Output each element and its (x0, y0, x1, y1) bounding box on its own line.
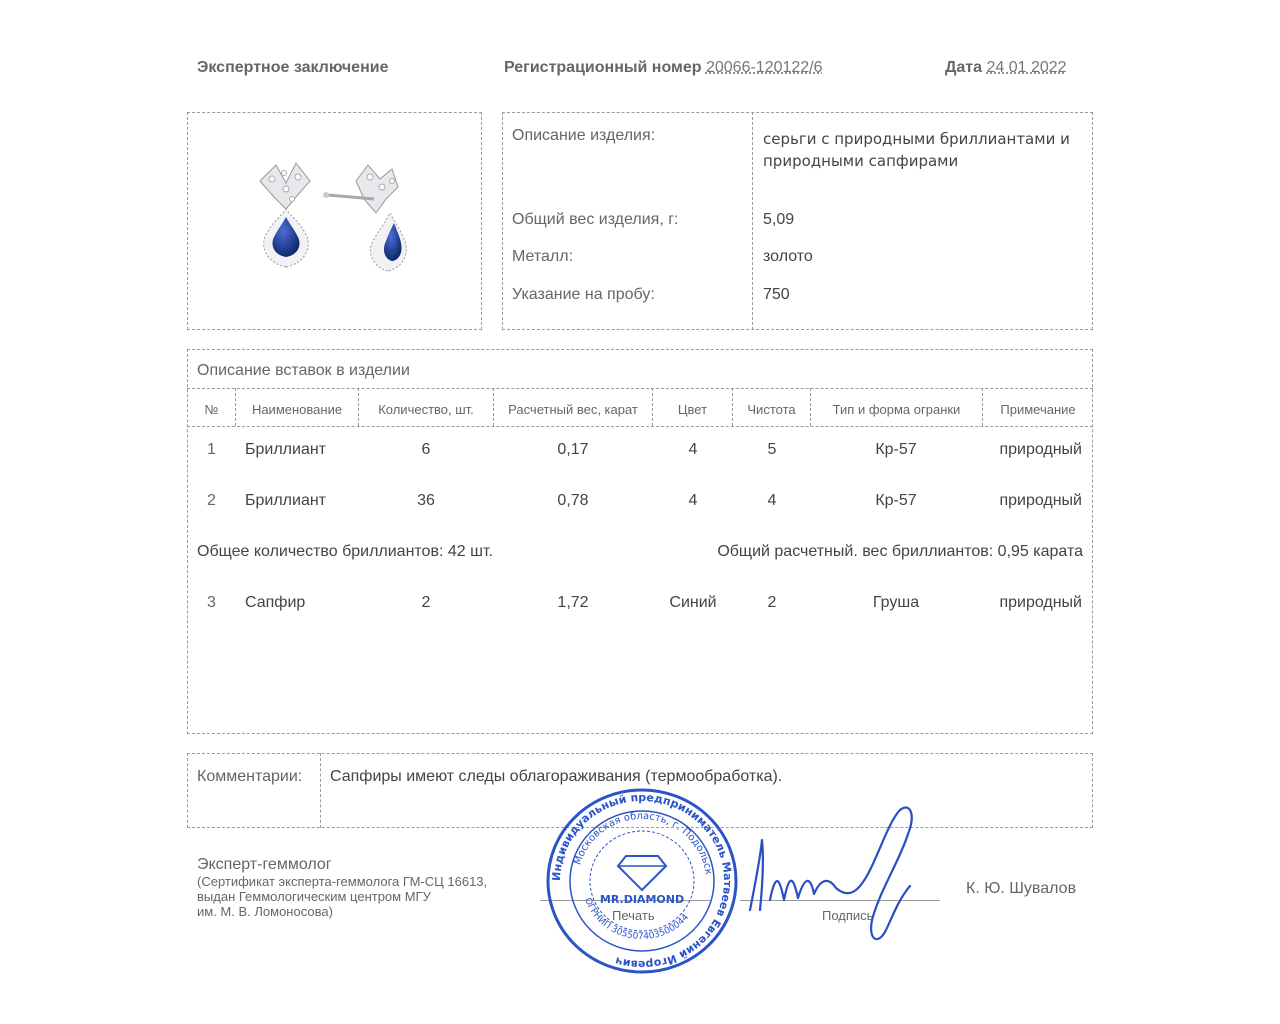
signature-label: Подпись (822, 908, 874, 923)
cert-line-3: им. М. В. Ломоносова) (197, 904, 333, 919)
product-image-box (187, 112, 482, 330)
stamp-label: Печать (612, 908, 655, 923)
description-value: серьги с природными бриллиантами и природными сапфирами (763, 130, 1070, 170)
document-title: Экспертное заключение (197, 59, 389, 76)
row2-cut: Кр-57 (875, 492, 917, 509)
comments-label: Комментарии: (197, 768, 303, 785)
col-name: Наименование (251, 402, 343, 417)
row2-name: Бриллиант (245, 492, 327, 509)
cert-line-2: выдан Геммологическим центром МГУ (197, 889, 431, 904)
inserts-title: Описание вставок в изделии (197, 362, 410, 379)
weight-label: Общий вес изделия, г: (512, 211, 679, 228)
date (945, 59, 1067, 77)
col-quantity: Количество, шт. (378, 402, 474, 417)
stamp-inner-text: Московская область, г. Подольск (572, 810, 714, 876)
expert-name: К. Ю. Шувалов (966, 880, 1077, 897)
expert-title: Эксперт-геммолог (197, 856, 332, 873)
row1-clarity: 5 (767, 441, 777, 458)
signature-scribble (740, 790, 950, 950)
row3-weight: 1,72 (557, 594, 589, 611)
hallmark-label: Указание на пробу: (512, 286, 655, 303)
row1-qty: 6 (421, 441, 431, 458)
col-color: Цвет (677, 402, 708, 417)
stamp-brand: MR.DIAMOND (599, 893, 685, 906)
row1-cut: Кр-57 (875, 441, 917, 458)
row2-note: природный (999, 492, 1082, 509)
description-label: Описание изделия: (512, 127, 656, 144)
hallmark-value: 750 (763, 286, 790, 303)
row2-weight: 0,78 (557, 492, 589, 509)
col-number: № (204, 402, 219, 417)
row1-number: 1 (207, 441, 216, 458)
row1-name: Бриллиант (245, 441, 327, 458)
metal-value: золото (763, 248, 813, 265)
registration-value: 20066-120122/6 (705, 59, 823, 76)
row1-color: 4 (688, 441, 698, 458)
weight-value: 5,09 (763, 211, 795, 228)
row3-number: 3 (207, 594, 216, 611)
comments-text: Сапфиры имеют следы облагораживания (термообработка). (330, 768, 783, 785)
col-cut: Тип и форма огранки (832, 402, 961, 417)
row2-color: 4 (688, 492, 698, 509)
registration-number (504, 59, 823, 77)
col-clarity: Чистота (747, 402, 796, 417)
row3-name: Сапфир (245, 594, 306, 611)
row1-note: природный (999, 441, 1082, 458)
registration-label: Регистрационный номер (504, 59, 702, 76)
expert-certificate (197, 874, 487, 919)
cert-line-1: (Сертификат эксперта-геммолога ГМ-СЦ 16613, (197, 874, 488, 889)
row3-color: Синий (669, 594, 717, 611)
stamp-outer-text: Индивидуальный предприниматель Матвеев Евгений Игоревич (549, 790, 735, 972)
total-diamond-weight: Общий расчетный. вес бриллиантов: 0,95 карата (717, 543, 1083, 560)
row2-number: 2 (207, 492, 216, 509)
total-diamond-count: Общее количество бриллиантов: 42 шт. (197, 543, 493, 560)
row3-qty: 2 (421, 594, 431, 611)
diamond-icon (618, 856, 666, 890)
row3-clarity: 2 (767, 594, 777, 611)
col-weight: Расчетный вес, карат (508, 402, 638, 417)
row3-note: природный (999, 594, 1082, 611)
date-label: Дата (945, 59, 983, 76)
date-value: 24 01 2022 (986, 59, 1067, 76)
row2-qty: 36 (417, 492, 435, 509)
company-stamp (544, 786, 740, 976)
row3-cut: Груша (872, 594, 920, 611)
col-note: Примечание (1000, 402, 1076, 417)
metal-label: Металл: (512, 248, 574, 265)
stamp-ogrnip: ОГРНИП 305507403500044 (582, 896, 692, 943)
row2-clarity: 4 (767, 492, 777, 509)
earrings-image (188, 113, 481, 329)
row1-weight: 0,17 (557, 441, 589, 458)
